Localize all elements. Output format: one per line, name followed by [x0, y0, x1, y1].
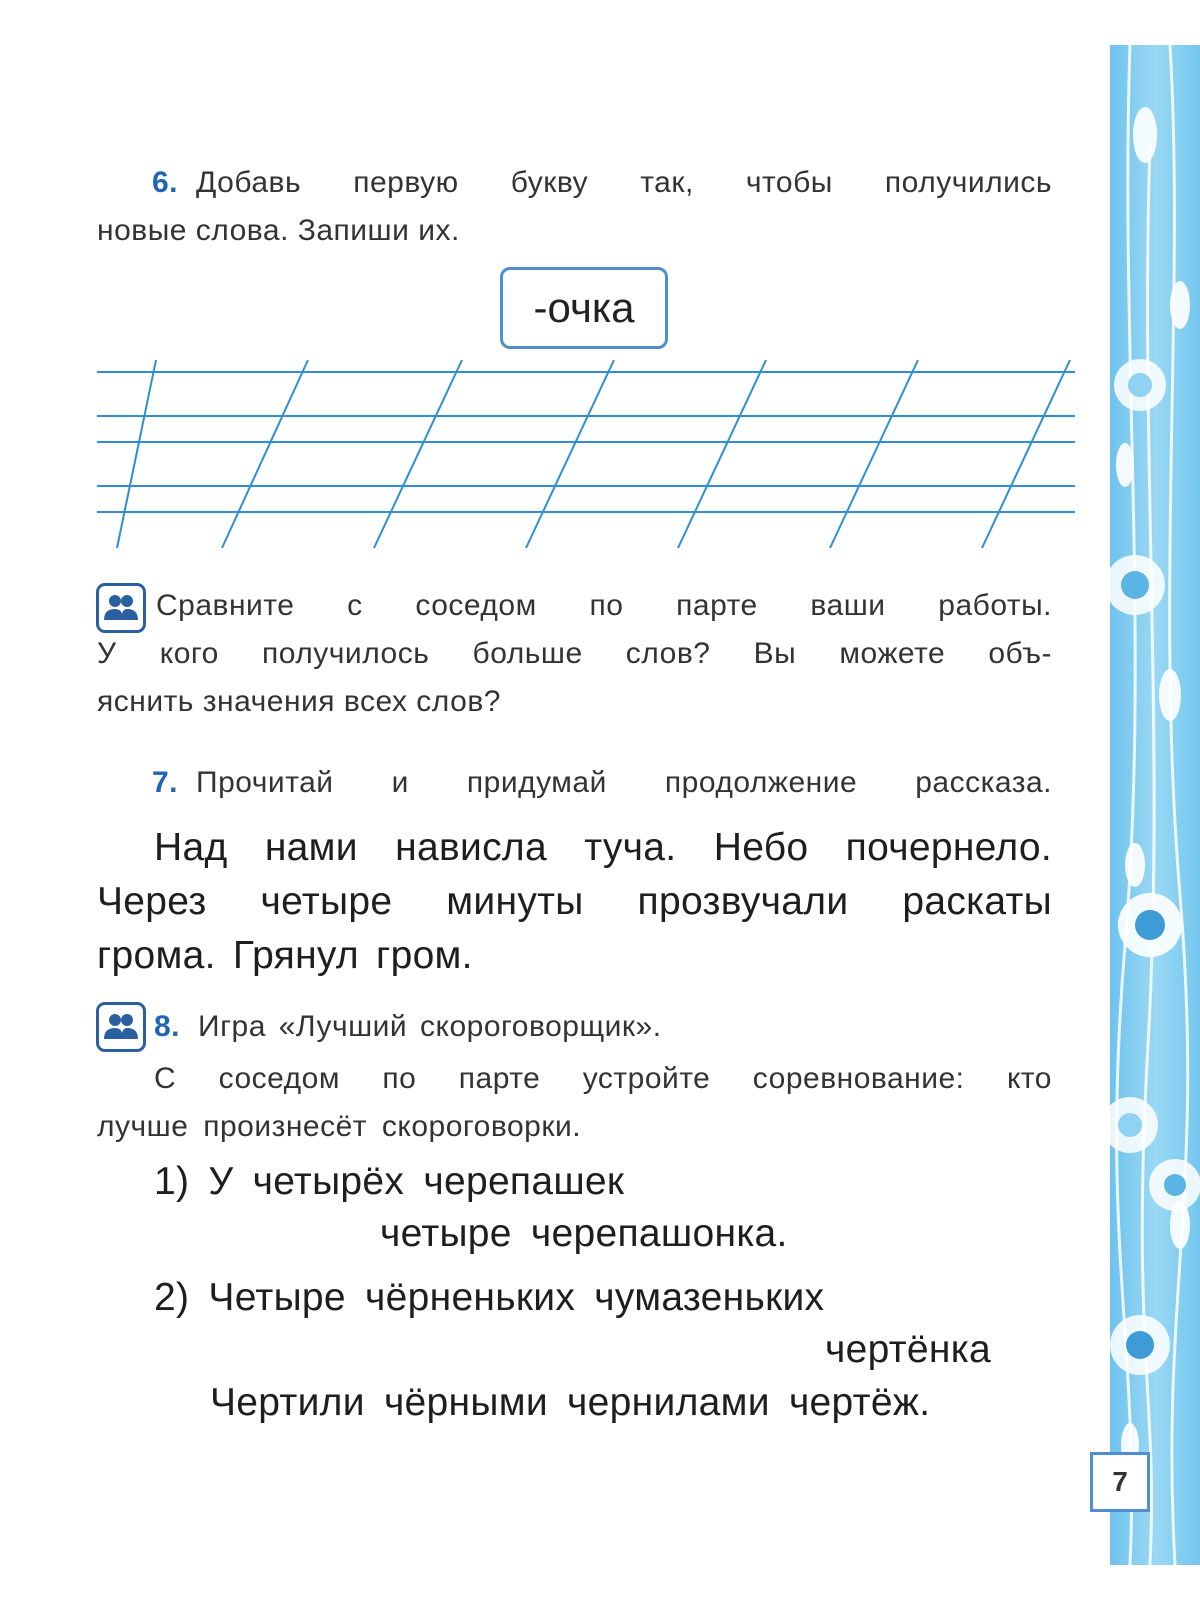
task8-number: 8.: [154, 1010, 181, 1043]
slant-line: [526, 360, 614, 548]
slant-line: [830, 360, 918, 548]
tongue-twister2-line1: 2) Четыре чёрненьких чумазеньких: [154, 1276, 825, 1319]
task7-number: 7.: [152, 766, 179, 799]
slant-line: [678, 360, 766, 548]
writing-ruling[interactable]: [0, 360, 1080, 560]
task6-instruction-line1: Добавь первую букву так, чтобы получились: [196, 166, 1052, 199]
task6-number: 6.: [152, 166, 179, 199]
tongue-twister2-line2: чертёнка: [825, 1328, 991, 1371]
word-ending-box: -очка: [500, 267, 668, 349]
pair-work-icon: [96, 1002, 146, 1052]
task8-instruction-line2: лучше произнесёт скороговорки.: [97, 1110, 582, 1143]
pair-note-line2: У кого получилось больше слов? Вы можете объ-: [97, 637, 1052, 670]
tongue-twister1-line1: 1) У четырёх черепашек: [154, 1160, 625, 1203]
pair-work-icon: [96, 583, 146, 633]
tongue-twister2-line3: Чертили чёрными чернилами чертёж.: [210, 1381, 931, 1424]
task7-line: [152, 766, 1052, 800]
task8-line: [154, 1010, 662, 1044]
slant-line: [222, 360, 308, 548]
tongue-twister1-line2: четыре черепашонка.: [380, 1212, 788, 1255]
task7-instruction: Прочитай и придумай продолжение рассказа.: [196, 766, 1052, 799]
slant-line: [117, 360, 156, 548]
slant-line: [374, 360, 462, 548]
pair-note-line1: Сравните с соседом по парте ваши работы.: [156, 589, 1052, 622]
task6-line1: [152, 166, 1052, 200]
page-number: 7: [1090, 1452, 1150, 1512]
task8-title: Игра «Лучший скороговорщик».: [198, 1010, 662, 1043]
story-line1: Над нами нависла туча. Небо почернело.: [154, 826, 1052, 869]
task6-instruction-line2: новые слова. Запиши их.: [97, 214, 460, 247]
slant-line: [982, 360, 1070, 548]
story-line3: грома. Грянул гром.: [97, 934, 473, 977]
pair-note-line3: яснить значения всех слов?: [97, 685, 501, 718]
story-line2: Через четыре минуты прозвучали раскаты: [97, 880, 1052, 923]
side-flower-strip: [1110, 45, 1200, 1565]
task8-instruction-line1: С соседом по парте устройте соревнование: кто: [154, 1062, 1052, 1095]
